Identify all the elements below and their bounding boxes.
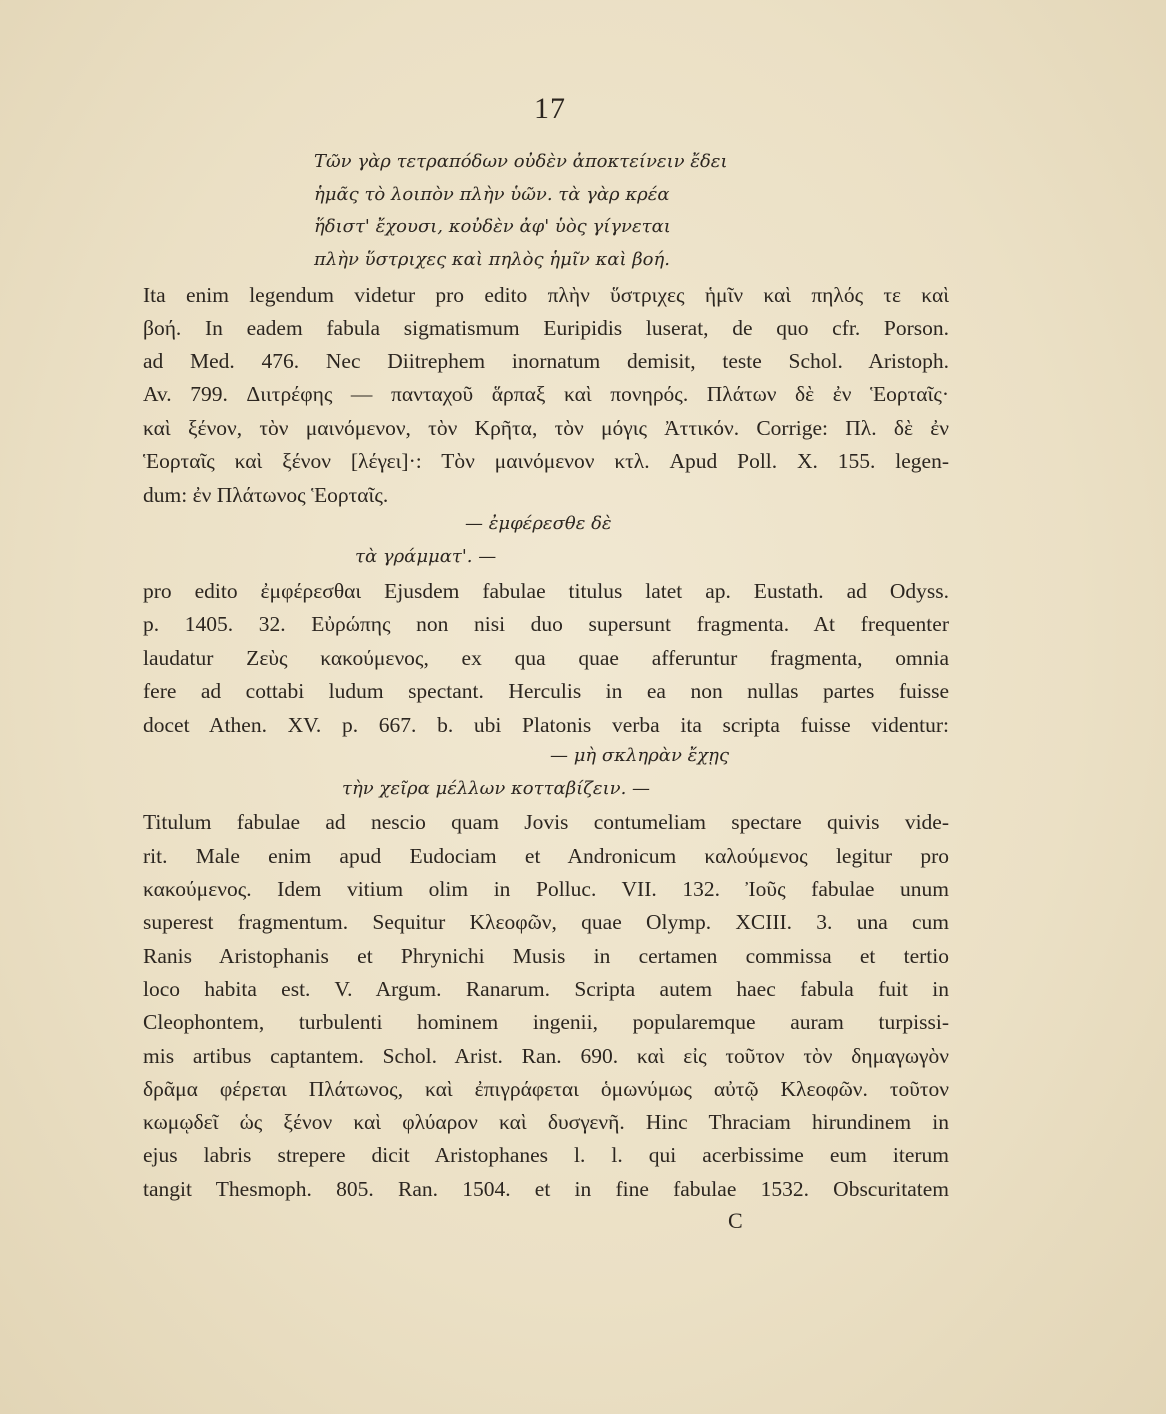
prose-line: βοή. In eadem fabula sigmatismum Euripidis luserat, de quo cfr. Porson. bbox=[143, 316, 949, 340]
prose-line: Av. 799. Διιτρέφης — πανταχοῦ ἅρπαξ καὶ πονηρός. Πλάτων δὲ ἐν Ἑορταῖς· bbox=[143, 382, 949, 406]
verse-line: ἡμᾶς τὸ λοιπὸν πλὴν ὑῶν. τὰ γὰρ κρέα bbox=[314, 184, 670, 205]
prose-line: ejus labris strepere dicit Aristophanes l. l. qui acerbissime eum iterum bbox=[143, 1143, 949, 1167]
prose-line: tangit Thesmoph. 805. Ran. 1504. et in fine fabulae 1532. Obscuritatem bbox=[143, 1177, 949, 1201]
prose-line: Ita enim legendum videtur pro edito πλὴν ὕστριχες ἡμῖν καὶ πηλός τε καὶ bbox=[143, 283, 949, 307]
prose-line: Cleophontem, turbulenti hominem ingenii, popularemque auram turpissi- bbox=[143, 1010, 949, 1034]
prose-line: κωμῳδεῖ ὡς ξένον καὶ φλύαρον καὶ δυσγενῆ. Hinc Thraciam hirundinem in bbox=[143, 1110, 949, 1134]
verse-line: — ἐμφέρεσθε δὲ bbox=[465, 513, 612, 534]
verse-line: τὴν χεῖρα μέλλων κοτταβίζειν. — bbox=[342, 778, 651, 799]
prose-line: loco habita est. V. Argum. Ranarum. Scripta autem haec fabula fuit in bbox=[143, 977, 949, 1001]
prose-line: fere ad cottabi ludum spectant. Herculis in ea non nullas partes fuisse bbox=[143, 679, 949, 703]
prose-line: rit. Male enim apud Eudociam et Andronicum καλούμενος legitur pro bbox=[143, 844, 949, 868]
prose-line: δρᾶμα φέρεται Πλάτωνος, καὶ ἐπιγράφεται ὁμωνύμως αὐτῷ Κλεοφῶν. τοῦτον bbox=[143, 1077, 949, 1101]
signature-mark: C bbox=[728, 1208, 743, 1233]
prose-line: docet Athen. XV. p. 667. b. ubi Platonis verba ita scripta fuisse videntur: bbox=[143, 713, 949, 737]
prose-line: dum: ἐν Πλάτωνος Ἑορταῖς. bbox=[143, 483, 389, 507]
prose-line: Ἑορταῖς καὶ ξένον [λέγει]·: Τὸν μαινόμενον κτλ. Apud Poll. X. 155. legen- bbox=[143, 449, 949, 473]
verse-line: ἥδιστ' ἔχουσι, κοὐδὲν ἀφ' ὑὸς γίγνεται bbox=[314, 216, 671, 237]
page-number: 17 bbox=[534, 92, 566, 125]
prose-line: mis artibus captantem. Schol. Arist. Ran. 690. καὶ εἰς τοῦτον τὸν δημαγωγὸν bbox=[143, 1044, 949, 1068]
verse-line: πλὴν ὕστριχες καὶ πηλὸς ἡμῖν καὶ βοή. bbox=[314, 249, 670, 270]
prose-line: κακούμενος. Idem vitium olim in Polluc. VII. 132. Ἰοῦς fabulae unum bbox=[143, 877, 949, 901]
prose-line: ad Med. 476. Nec Diitrephem inornatum demisit, teste Schol. Aristoph. bbox=[143, 349, 949, 373]
verse-line: — μὴ σκληρὰν ἔχῃς bbox=[550, 745, 730, 766]
prose-line: p. 1405. 32. Εὐρώπης non nisi duo supersunt fragmenta. At frequenter bbox=[143, 612, 949, 636]
prose-line: Titulum fabulae ad nescio quam Jovis contumeliam spectare quivis vide- bbox=[143, 810, 949, 834]
verse-line: Τῶν γὰρ τετραπόδων οὐδὲν ἀποκτείνειν ἔδει bbox=[314, 151, 728, 172]
prose-line: laudatur Ζεὺς κακούμενος, ex qua quae afferuntur fragmenta, omnia bbox=[143, 646, 949, 670]
prose-line: pro edito ἐμφέρεσθαι Ejusdem fabulae titulus latet ap. Eustath. ad Odyss. bbox=[143, 579, 949, 603]
verse-line: τὰ γράμματ'. — bbox=[355, 546, 497, 567]
prose-line: superest fragmentum. Sequitur Κλεοφῶν, quae Olymp. XCIII. 3. una cum bbox=[143, 910, 949, 934]
prose-line: καὶ ξένον, τὸν μαινόμενον, τὸν Κρῆτα, τὸν μόγις Ἀττικόν. Corrige: Πλ. δὲ ἐν bbox=[143, 416, 949, 440]
prose-line: Ranis Aristophanis et Phrynichi Musis in certamen commissa et tertio bbox=[143, 944, 949, 968]
